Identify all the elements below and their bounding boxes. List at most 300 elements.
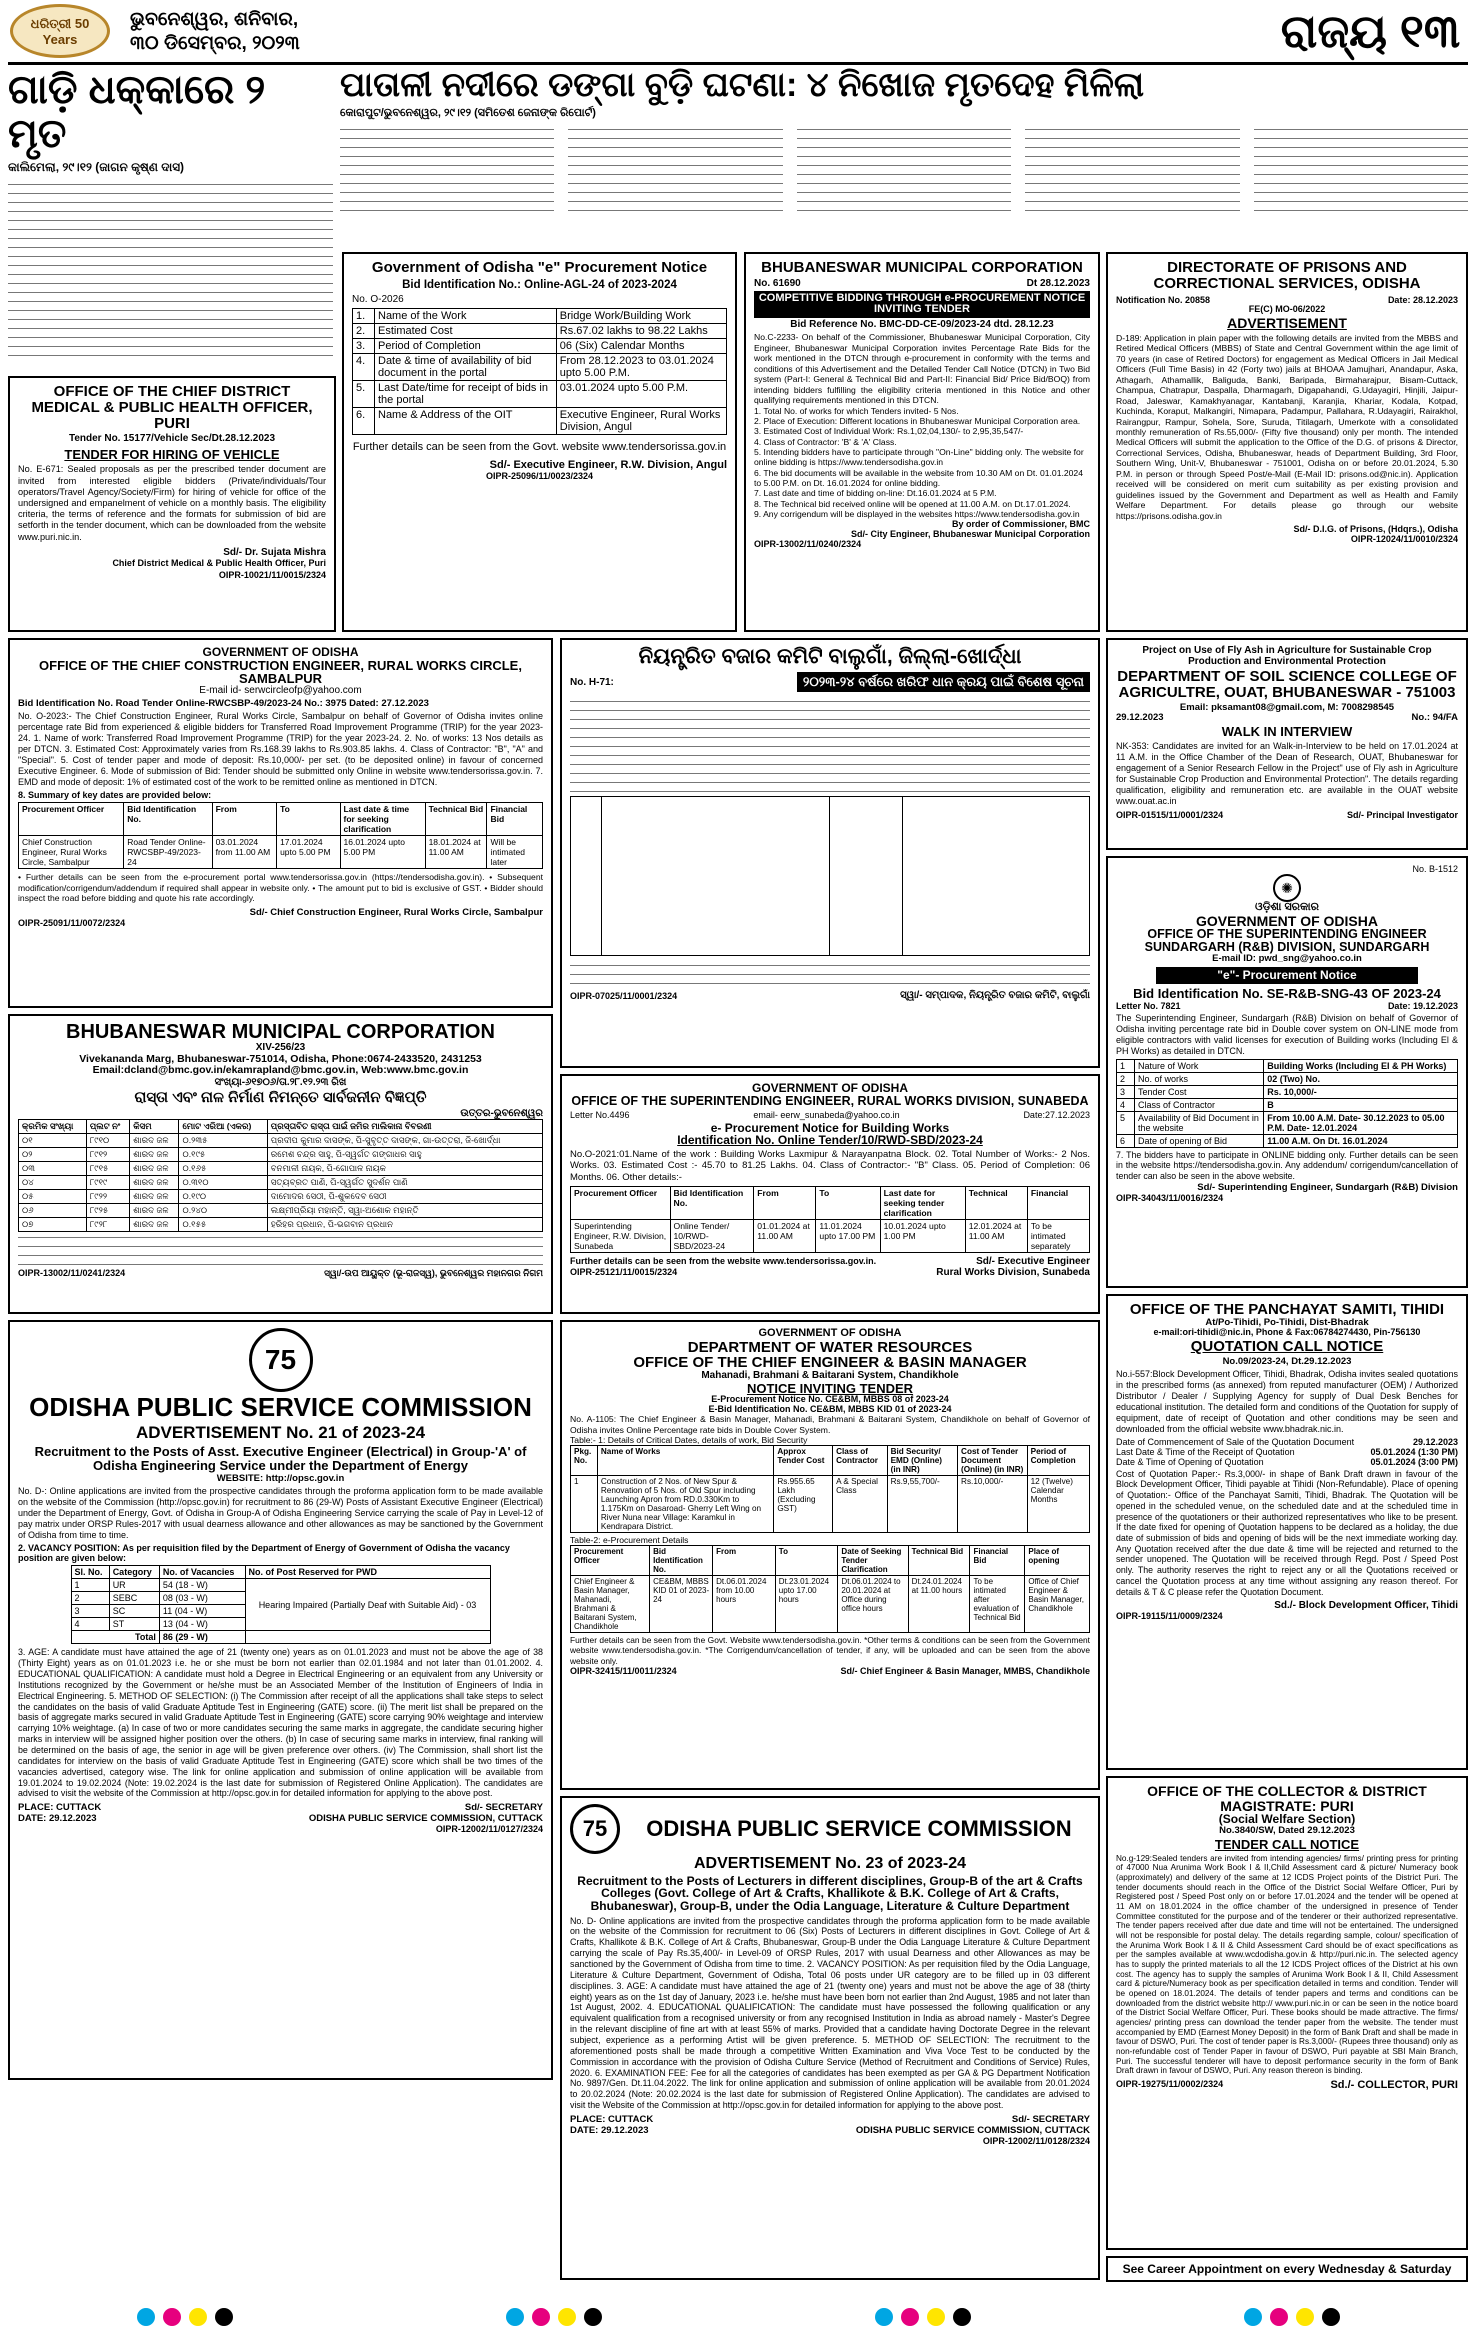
table-row — [19, 1203, 543, 1217]
ad-paddy-sign: ସ୍ୱା/- ସମ୍ପାଦକ, ନିୟନ୍ତ୍ରିତ ବଜାର କମିଟି, ବାଲୁଗାଁ — [900, 990, 1090, 1002]
side-news-headline: ଗାଡ଼ି ଧକ୍କାରେ ୨ ମୃତ — [8, 68, 266, 156]
ad-tihidi-oipr: OIPR-19115/11/0009/2324 — [1116, 1611, 1223, 1622]
yellow-swatch — [927, 2308, 945, 2326]
table-cell: Class of Contractor — [1135, 1098, 1264, 1111]
ad-rw-angul-no: No. O-2026 — [352, 293, 404, 305]
ad-collector-sign: Sd./- COLLECTOR, PURI — [1330, 2079, 1458, 2092]
table-cell: ଶାରଦ ଜଳ — [130, 1217, 179, 1231]
table-cell: 2 — [71, 1592, 109, 1605]
col-header: To — [775, 1546, 838, 1576]
ad-water-table-2 — [570, 1545, 1090, 1633]
table-cell: ST — [109, 1618, 159, 1631]
ad-collector-heading: TENDER CALL NOTICE — [1214, 1836, 1360, 1852]
table-row — [353, 323, 727, 338]
ad-sundargarh-body: The Superintending Engineer, Sundargarh (R&B) Division on behalf of Governor of Odisha inviting percentage rate bid in Double cover system on ON-LINE mode from eligible contractors with valid licenses for execution of Building works (Including El & PH Works) as detailed in DTCN. — [1116, 1012, 1458, 1056]
table-cell: 1 — [1117, 1059, 1135, 1072]
ad-rw-angul — [342, 252, 737, 632]
ad-sunabeda — [560, 1074, 1100, 1314]
table-row — [353, 380, 727, 407]
ad-collector-title: OFFICE OF THE COLLECTOR & DISTRICT MAGISTRATE: PURI — [1147, 1783, 1427, 1814]
list-item: 5. Intending bidders have to participate through "On-Line" bidding only. The website for online bidding is https://www.tendersodisha.gov.in — [754, 446, 1084, 468]
col-header: Cost of Tender Document (Online) (in INR) — [958, 1446, 1028, 1476]
ad-sunabeda-oipr: OIPR-25121/11/0015/2324 — [570, 1266, 678, 1277]
ad-opsc-21-sign-2: ODISHA PUBLIC SERVICE COMMISSION, CUTTACK — [308, 1813, 543, 1825]
ad-water-eproc: E-Procurement Notice No. CE&BM, MBBS 08 of 2023-24 — [711, 1394, 949, 1405]
table-cell: Office of Chief Engineer & Basin Manager, Chandikhole — [1025, 1576, 1090, 1633]
ad-sunabeda-title: OFFICE OF THE SUPERINTENDING ENGINEER, RURAL WORKS DIVISION, SUNABEDA — [571, 1093, 1089, 1108]
table-row — [571, 1476, 1090, 1533]
ad-tihidi-addr: At/Po-Tihidi, Po-Tihidi, Dist-Bhadrak — [1205, 1316, 1369, 1328]
ad-opsc-21-place: PLACE: CUTTACK — [18, 1802, 102, 1814]
date-value: 05.01.2024 (1:30 PM) — [1370, 1446, 1458, 1457]
ad-opsc-21-adv: ADVERTISEMENT No. 21 of 2023-24 — [135, 1423, 426, 1443]
table-cell: 10.01.2024 upto 1.00 PM — [880, 1219, 965, 1252]
ad-ouat-oipr: OIPR-01515/11/0001/2324 — [1116, 809, 1224, 820]
dateline-line-1: ଭୁବନେଶ୍ୱର, ଶନିବାର, — [130, 9, 299, 30]
ad-bmc-tender-ref: Bid Reference No. BMC-DD-CE-09/2023-24 dtd. 28.12.23 — [790, 318, 1054, 330]
yellow-swatch — [1296, 2308, 1314, 2326]
table-cell: 17.01.2024 upto 5.00 PM — [277, 836, 340, 869]
list-item: 8. The Technical bid received online will be opened at 11.00 A.M. on Dt.17.01.2024. — [754, 498, 1071, 509]
table-cell: 3. — [353, 338, 375, 353]
table-cell: Availability of Bid Document in the website — [1135, 1111, 1264, 1134]
ad-bmc-road-zone: ଉତ୍ତର-ଭୁବନେଶ୍ୱର — [460, 1107, 543, 1119]
ad-rw-angul-bid: Bid Identification No.: Online-AGL-24 of 2023-2024 — [402, 278, 677, 291]
ad-opsc-23-post: Recruitment to the Posts of Lecturers in different disciplines, Group-B of the art & Crafts Colleges (Govt. College of Art & Crafts, Khallikote & B.K. College of Art & Crafts, Bhubaneswar), Group-B, under the Odia Language, Literature & Culture Department — [577, 1873, 1083, 1913]
ad-prisons-fe: FE(C) MO-06/2022 — [1248, 303, 1326, 314]
cyan-swatch — [1244, 2308, 1262, 2326]
date-label: Date & Time of Opening of Quotation — [1116, 1456, 1264, 1467]
ad-opsc-21-sign-1: Sd/- SECRETARY — [464, 1802, 543, 1814]
ad-water-table2-title: Table-2: e-Procurement Details — [570, 1535, 689, 1546]
ad-bmc-tender-points — [754, 406, 1090, 519]
ad-water-table1-title: Table:- 1: Details of Critical Dates, details of work, Bid Security — [570, 1435, 808, 1446]
col-header: Technical Bid — [908, 1546, 970, 1576]
table-cell: ଦାମୋଦର ସେଠୀ, ପି-ଶୁକଦେବ ସେଠୀ — [267, 1189, 542, 1203]
ad-paddy-balugaon — [560, 638, 1100, 1068]
side-news — [8, 68, 333, 370]
ad-prisons-oipr: OIPR-12024/11/0010/2324 — [1350, 534, 1458, 545]
ad-cdmo-puri-title: OFFICE OF THE CHIEF DISTRICT MEDICAL & PUBLIC HEALTH OFFICER, PURI — [31, 383, 313, 432]
table-cell: Total — [71, 1631, 159, 1644]
ad-sundargarh-odia-gov: ଓଡ଼ିଶା ସରକାର — [1255, 901, 1319, 913]
ad-prisons-heading: ADVERTISEMENT — [1227, 314, 1347, 331]
cyan-swatch — [137, 2308, 155, 2326]
ad-water-addr: Mahanadi, Brahmani & Baitarani System, Chandikhole — [701, 1370, 959, 1382]
ad-sunabeda-subtitle: e- Procurement Notice for Building Works — [710, 1120, 950, 1135]
col-header: To — [277, 803, 340, 836]
ad-opsc-23-sign-2: ODISHA PUBLIC SERVICE COMMISSION, CUTTACK — [855, 2125, 1090, 2137]
table-cell: ପ୍ରଦୀପ କୁମାର ଦାସଙ୍କ, ପି-ସୁବୃତ୍ତ ଦାସଙ୍କ, ଗା-ଉତ୍ତରା, ଜି-ଖୋର୍ଦ୍ଧା — [267, 1133, 542, 1147]
ad-bmc-road-oipr: OIPR-13002/11/0241/2324 — [18, 1267, 126, 1278]
ad-bmc-tender-no: No. 61690 — [754, 277, 801, 289]
table-row — [19, 1189, 543, 1203]
ad-bmc-tender-date: Dt 28.12.2023 — [1026, 277, 1090, 289]
table-cell: ୦୧ — [19, 1133, 87, 1147]
career-strip-text: See Career Appointment on every Wednesday & Saturday — [1122, 2262, 1452, 2276]
table-cell: 08 (03 - W) — [159, 1592, 245, 1605]
logo — [10, 4, 110, 58]
table-cell: 16.01.2024 upto 5.00 PM — [340, 836, 425, 869]
ad-bmc-road-address: Vivekananda Marg, Bhubaneswar-751014, Odisha, Phone:0674-2433520, 2431253 — [79, 1052, 482, 1065]
col-header: Bid Security/ EMD (Online) (in INR) — [887, 1446, 957, 1476]
ad-paddy-title: ନିୟନ୍ତ୍ରିତ ବଜାର କମିଟି ବାଲୁଗାଁ, ଜିଲ୍ଲା-ଖୋର୍ଦ୍ଧା — [638, 645, 1022, 668]
table-row — [571, 1576, 1090, 1633]
date-label: Date of Commencement of Sale of the Quotation Document — [1116, 1436, 1355, 1447]
col-header: Approx Tender Cost — [774, 1446, 833, 1476]
table-cell: Superintending Engineer, R.W. Division, Sunabeda — [571, 1219, 671, 1252]
ad-rw-angul-title: Government of Odisha "e" Procurement Notice — [371, 259, 708, 276]
ad-sunabeda-sign-1: Sd/- Executive Engineer — [976, 1255, 1090, 1267]
list-item: 4. Class of Contractor: 'B' & 'A' Class. — [754, 436, 897, 447]
table-cell: ରମେଶ ଚନ୍ଦ୍ର ସାହୁ, ପି-ସ୍ୱର୍ଗତ ଗଙ୍ଗାଧର ସାହୁ — [267, 1147, 542, 1161]
table-row — [1117, 1072, 1458, 1085]
ad-sundargarh-email: E-mail ID: pwd_sng@yahoo.co.in — [1212, 953, 1362, 965]
ad-bmc-tender-oipr: OIPR-13002/11/0240/2324 — [754, 539, 862, 550]
print-registration-bar — [0, 2300, 1476, 2339]
table-cell: 3 — [71, 1605, 109, 1618]
table-cell: Dt.06.01.2024 to 20.01.2024 at Office during office hours — [838, 1576, 908, 1633]
col-header: Financial Bid — [970, 1546, 1025, 1576]
ad-water-oipr: OIPR-32415/11/0011/2324 — [570, 1665, 677, 1676]
col-header: ପ୍ରସ୍ତାବିତ ରାସ୍ତା ପାଇଁ ଜମିର ମାଲିକାନା ବିବରଣୀ — [267, 1119, 542, 1133]
registration-group — [133, 2308, 237, 2331]
ad-opsc-23-sign-1: Sd/- SECRETARY — [1011, 2114, 1090, 2126]
table-row — [71, 1579, 490, 1592]
ad-collector-body: No.g-129:Sealed tenders are invited from intending agencies/ firms/ printing press for printing of 47000 Nua Arunima Work Book I & II,Child Assessment card & picture/ Numeracy book (approximately) and delivery of the same at 12 ICDS Project points of the District Puri. The tender documents should reach in the Office of the District Social Welfare Officer, Puri by Registered post / Speed Post only on or before 17.01.2024 and the tender will be opened at 11 AM on 18.01.2024 in the office chamber of the undersigned in presence of Tender Committee constituted for the purpose and of the tenderer or their authorized representative. The tender papers received after due date and time will not be entertained. The undersigned will not be responsible for postal delay. The details regarding sample, colour/ specification of the Arunima Work Book I & II & Child Assessment Card should be of exact specifications as per the samples available at www.wcdodisha.gov.in & http://puri.nic.in. The selected agency has to supply the printed materials to all the 12 ICDS Project offices of the District at his own cost. The agency has to supply the samples of Arunima Work Book I & II, Child Assessment card & picture/Numeracy book as per specification detailed in terms and condition. Tender will be opened on 18.01.2024. The details of tender papers and terms and conditions can be downloaded from the district website http:// www.puri.nic.in or can be seen in the notice board of the District Social Welfare Officer, Puri. These books should be made attractive. The firms/ agencies/ printing press can download the tender paper from the website. The tender must accompanied by EMD (Earnest Money Deposit) in the form of Bank Draft and shall be made in favour of DSWO, Puri. The cost of tender paper is Rs.3,000/- (Rupees three thousand) only as non-refundable cost of Tender Paper in favour of DSWO, Puri payable at SBI Main Branch, Puri. The successful tenderer will have to deposit performance security in the form of Bank Draft drawn in favour of DSWO, Puri. Any reason thereon is binding. — [1116, 1853, 1458, 2076]
ad-water-bid: E-Bid Identification No. CE&BM, MBBS KID 01 of 2023-24 — [708, 1403, 952, 1414]
table-cell: Hearing Impaired (Partially Deaf with Suitable Aid) - 03 — [245, 1579, 490, 1631]
ad-rw-angul-table — [352, 308, 727, 435]
table-row — [19, 1175, 543, 1189]
ad-ouat-email: Email: pksamant08@gmail.com, M: 7008298545 — [1179, 701, 1395, 713]
table-row — [353, 407, 727, 434]
table-cell: ୦.୩୧୦ — [179, 1175, 267, 1189]
col-header: Financial — [1027, 1186, 1089, 1219]
ad-opsc-21-title: ODISHA PUBLIC SERVICE COMMISSION — [29, 1392, 532, 1422]
lead-news-headline: ପାତାଳୀ ନଦୀରେ ଡଙ୍ଗା ବୁଡ଼ି ଘଟଣା: ୪ ନିଖୋଜ ମୃତଦେହ ମିଳିଲା — [340, 66, 1145, 104]
table-cell: ୮୯୧୦ — [86, 1133, 129, 1147]
opsc-75-logo-icon: 75 — [570, 1804, 620, 1854]
table-cell: 4. — [353, 353, 375, 380]
ad-water-heading: NOTICE INVITING TENDER — [746, 1380, 914, 1396]
table-row — [19, 1161, 543, 1175]
table-row — [1117, 1098, 1458, 1111]
ad-water-sign: Sd/- Chief Engineer & Basin Manager, MMBS, Chandikhole — [840, 1665, 1090, 1676]
ad-ce-sambalpur — [8, 638, 553, 1008]
table-cell: 18.01.2024 at 11.00 AM — [425, 836, 487, 869]
table-cell: ୮୯୨୮ — [86, 1217, 129, 1231]
ad-water-footer: Further details can be seen from the Govt. Website www.tendersodisha.gov.in. *Other terms & conditions can be seen from the Government website www.tendersodisha.gov.in. *The Corrigendum/cancellation of tender, if any, will be uploaded and can be seen from the above website only. — [570, 1635, 1090, 1666]
table-cell: ହରିହର ପ୍ରଧାନ, ପି-ଭଗବାନ ପ୍ରଧାନ — [267, 1217, 542, 1231]
ad-bmc-road-title: BHUBANESWAR MUNICIPAL CORPORATION — [66, 1021, 495, 1043]
lead-news — [340, 66, 1468, 246]
table-row — [19, 836, 543, 869]
ad-tihidi-contact: e-mail:ori-tihidi@nic.in, Phone & Fax:06784274430, Pin-756130 — [1153, 1326, 1421, 1337]
table-cell: Nature of Work — [1135, 1059, 1264, 1072]
table-cell: ଶାରଦ ଜଳ — [130, 1161, 179, 1175]
date-label: Last Date & Time of the Receipt of Quotation — [1116, 1446, 1295, 1457]
ad-paddy-no: No. H-71: — [570, 676, 614, 688]
table-cell: ଶାରଦ ଜଳ — [130, 1189, 179, 1203]
table-cell: Rs.10,000/- — [958, 1476, 1028, 1533]
section-title: ରାଜ୍ୟ ୧୩ — [1280, 5, 1460, 57]
ad-opsc-21-rest: 3. AGE: A candidate must have attained the age of 21 (twenty one) years as on 01.01.2023 and must not be above the age of 38 (Thirty Eight) years as on 01.01.2023 i.e. he or she must be born not earlier than 02.01.1984 and not later than 01.01.2002. 4. EDUCATIONAL QUALIFICATION: A candidate must hold a Degree in Electrical Engineering or an equivalent from any University or Institutions recognized by the Government or he/she must be an Associated Member of the Institution of Engineers of India in Electrical Engineering. 5. METHOD OF SELECTION: (i) The Commission after receipt of all the applications shall take steps to select the candidates on the basis of valid Graduate Aptitude Test in Engineering (GATE) score. (ii) The merit list shall be prepared on the basis of aggregate marks secured in valid Graduate Aptitude Test in Engineering (GATE) score carrying 90% weightage and interview carrying 10% weightage. (a) In case of two or more candidates securing the same marks in aggregate, the candidate securing higher marks in interview will be assigned higher position over the others. (b) In case of securing same marks in interview, final ranking will be determined on the basis of age, the senior in age will be given preference over others. (iv) The Commission, shall short list the candidates for interview on the basis of valid Graduate Aptitude Test in Engineering (GATE) score which shall be two times of the vacancies advertised, category wise. The link for online application and submission of online application will be available from 19.01.2024 to 19.02.2024 (Note: 19.02.2024 is the last date for submission of Registered Online Application). The candidates are advised to visit the website of the Commission at http://opsc.gov.in for detailed information for applying to the above post. — [18, 1647, 543, 1799]
table-cell: ଶାରଦ ଜଳ — [130, 1133, 179, 1147]
table-cell: 11 (04 - W) — [159, 1605, 245, 1618]
ad-ce-sambalpur-email: E-mail id- serwcircleofp@yahoo.com — [199, 684, 362, 696]
ad-tihidi-sign: Sd./- Block Development Officer, Tihidi — [1274, 1600, 1458, 1612]
ad-cdmo-puri-ref: Tender No. 15177/Vehicle Sec/Dt.28.12.2023 — [68, 433, 276, 445]
col-header: Last date & time for seeking clarification — [340, 803, 425, 836]
ad-bmc-tender-subtitle: COMPETITIVE BIDDING THROUGH e-PROCUREMENT NOTICE INVITING TENDER — [754, 291, 1090, 318]
ad-opsc-21-oipr: OIPR-12002/11/0127/2324 — [435, 1824, 543, 1835]
table-cell: Online Tender/ 10/RWD-SBD/2023-24 — [670, 1219, 754, 1252]
col-header: Bid Identification No. — [124, 803, 212, 836]
ad-sunabeda-footer: Further details can be seen from the website www.tendersorissa.gov.in. — [570, 1255, 877, 1266]
col-header: Procurement Officer — [571, 1546, 650, 1576]
ad-cdmo-puri — [8, 376, 336, 632]
emblem-icon: ✺ — [1273, 874, 1301, 902]
table-cell: ୦.୧୯୫ — [179, 1147, 267, 1161]
ad-prisons-sign: Sd/- D.I.G. of Prisons, (Hdqrs.), Odisha — [1293, 524, 1458, 535]
table-cell: 1 — [71, 1579, 109, 1592]
registration-group — [1240, 2308, 1344, 2331]
table-cell: Building Works (Including EI & PH Works) — [1264, 1059, 1458, 1072]
table-cell: ୦.୧୫୫ — [179, 1217, 267, 1231]
table-cell: SC — [109, 1605, 159, 1618]
opsc-75-logo-icon: 75 — [249, 1328, 313, 1392]
ad-opsc-21-website: WEBSITE: http://opsc.gov.in — [216, 1473, 345, 1485]
table-row — [19, 1217, 543, 1231]
table-row — [19, 1119, 543, 1133]
col-header: Bid Identification No. — [670, 1186, 754, 1219]
ad-opsc-23-adv: ADVERTISEMENT No. 23 of 2023-24 — [693, 1855, 967, 1872]
black-swatch — [1322, 2308, 1340, 2326]
table-cell: 13 (04 - W) — [159, 1618, 245, 1631]
ad-cdmo-puri-sign-1: Sd/- Dr. Sujata Mishra — [223, 546, 326, 558]
list-item — [1116, 1447, 1458, 1457]
col-header: Place of opening — [1025, 1546, 1090, 1576]
ad-paddy-oipr: OIPR-07025/11/0001/2324 — [570, 991, 678, 1002]
masthead — [0, 0, 1476, 62]
lead-news-dateline: କୋରାପୁଟ/ଭୁବନେଶ୍ୱର, ୨୯।୧୨ (ସମିତେଶ ଜେନାଙ୍କ ରିପୋର୍ଟ) — [340, 107, 596, 120]
table-cell: A & Special Class — [833, 1476, 888, 1533]
table-row — [353, 338, 727, 353]
table-row — [19, 1147, 543, 1161]
ad-collector-puri — [1106, 1776, 1468, 2250]
ad-prisons-date: Date: 28.12.2023 — [1387, 294, 1458, 305]
col-header: ମୋଟ ଏରିଆ (ଏକର) — [179, 1119, 267, 1133]
table-cell: To be intimated separately — [1027, 1219, 1089, 1252]
ad-rw-angul-footer: Further details can be seen from the Govt. website www.tendersorissa.gov.in — [352, 440, 727, 453]
magenta-swatch — [901, 2308, 919, 2326]
ad-tihidi-no: No.09/2023-24, Dt.29.12.2023 — [1222, 1355, 1352, 1367]
col-header: Class of Contractor — [833, 1446, 888, 1476]
ad-ce-sambalpur-body: No. O-2023:- The Chief Construction Engineer, Rural Works Circle, Sambalpur on behalf of Governor of Odisha invites online percentage rate Bid from experienced & eligible bidders for Transferred Road Improvement Programme (TRIP) for the year 2023-24. 1. Name of work: Transferred Road Improvement Programme (TRIP) for the year 2023-24. 2. No. of works: 13 Nos details as per DTCN. 3. Estimated Cost: Approximately varies from Rs.168.39 lakhs to Rs.903.85 lakhs. 4. Class of Contractor: "B", "A" and "Special". 5. Cost of tender paper and mode of deposit: Rs.10,000/- per set. (to be deposited online) in favour of concerned Executive Engineer. 6. Mode of submission of Bid: Tender should be submitted only Online in website www.tendersorissa.gov.in. 7. EMD and mode of deposit: 1% of estimated cost of the work to be remitted online as mentioned in DTCN. — [18, 711, 543, 788]
table-cell: B — [1264, 1098, 1458, 1111]
table-cell: 4 — [71, 1618, 109, 1631]
magenta-swatch — [532, 2308, 550, 2326]
col-header: କ୍ରମିକ ସଂଖ୍ୟା — [19, 1119, 87, 1133]
table-cell: Rs. 10,000/- — [1264, 1085, 1458, 1098]
ad-sundargarh-bid: Bid Identification No. SE-R&B-SNG-43 OF 2023-24 — [1133, 986, 1441, 1002]
table-cell: ୦୭ — [19, 1217, 87, 1231]
ad-sundargarh-oipr: OIPR-34043/11/0016/2324 — [1116, 1192, 1224, 1203]
ad-tihidi-title: OFFICE OF THE PANCHAYAT SAMITI, TIHIDI — [1129, 1301, 1445, 1318]
table-cell: Last Date/time for receipt of bids in the portal — [375, 380, 557, 407]
table-cell: 6 — [1117, 1134, 1135, 1147]
ad-water-dept: DEPARTMENT OF WATER RESOURCES — [687, 1338, 973, 1356]
table-cell: Dt.23.01.2024 upto 17.00 hours — [775, 1576, 838, 1633]
table-cell: Road Tender Online-RWCSBP-49/2023-24 — [124, 836, 212, 869]
table-cell: 06 (Six) Calendar Months — [556, 338, 726, 353]
ad-opsc-23-place: PLACE: CUTTACK — [570, 2114, 654, 2126]
table-cell: ୦୬ — [19, 1203, 87, 1217]
ad-bmc-tender-body: No.C-2233- On behalf of the Commissioner, Bhubaneswar Municipal Corporation, City Engineer, Bhubaneswar Municipal Corporation invites Percentage Rate Bids for the work mentioned in the DTCN through e-procurement in conformity with the terms and conditions of this Advertisement and the Detailed Tender Call Notice (DTCN) in Two Bid system (Part-I: General & Technical Bid and Part-II: Financial Bid/ Price Bid/BOQ) from intending bidders fulfilling the eligibility criteria mentioned in this Notice and other qualifying requirements mentioned in this DTCN. — [754, 332, 1090, 406]
table-cell: Will be intimated later — [487, 836, 543, 869]
ad-prisons-notification: Notification No. 20858 — [1116, 294, 1211, 305]
ad-ouat-no: No.: 94/FA — [1411, 712, 1458, 724]
col-header: Last date for seeking tender clarification — [880, 1186, 965, 1219]
ad-opsc-21-vacancy: 2. VACANCY POSITION: As per requisition filed by the Department of Energy of Government of Odisha the vacancy position are given below: — [18, 1543, 510, 1564]
ad-opsc-21-vacancy-table — [71, 1565, 491, 1644]
ad-water-title: OFFICE OF THE CHIEF ENGINEER & BASIN MANAGER — [633, 1354, 1027, 1372]
table-cell: Chief Construction Engineer, Rural Works Circle, Sambalpur — [19, 836, 124, 869]
table-row — [571, 1219, 1090, 1252]
col-header: To — [816, 1186, 880, 1219]
table-cell: ୮୯୧୨ — [86, 1147, 129, 1161]
table-row — [1117, 1134, 1458, 1147]
side-news-dateline: କାଲିମେଲା, ୨୯।୧୨ (ଜାଗନ କୃଷ୍ଣ ଦାସ) — [8, 160, 185, 174]
table-cell: Construction of 2 Nos. of New Spur & Renovation of 5 Nos. of Old Spur including Launching Apron from RD.0.330Km to 1.175Km on Dasaroad- Gherry Left Wing on River Nuna near Village: Karamkul in Kendrapara District. — [597, 1476, 773, 1533]
table-cell: No. of works — [1135, 1072, 1264, 1085]
table-row — [71, 1631, 490, 1644]
list-item: 9. Any corrigendum will be displayed in the websites https://www.tendersodisha.gov.in — [754, 508, 1080, 519]
ad-rw-angul-oipr: OIPR-25096/11/0023/2324 — [485, 470, 594, 481]
col-header: From — [212, 803, 277, 836]
col-header: From — [754, 1186, 816, 1219]
table-cell: CE&BM, MBBS KID 01 of 2023-24 — [650, 1576, 713, 1633]
ad-ouat-sign: Sd/- Principal Investigator — [1346, 809, 1458, 820]
ad-sundargarh-sign: Sd/- Superintending Engineer, Sundargarh (R&B) Division — [1197, 1181, 1458, 1193]
ad-collector-oipr: OIPR-19275/11/0002/2324 — [1116, 2079, 1224, 2090]
table-cell: Estimated Cost — [375, 323, 557, 338]
ad-paddy-subtitle: ୨୦୨୩-୨୪ ବର୍ଷରେ ଖରିଫ ଧାନ କ୍ରୟ ପାଇଁ ବିଶେଷ ସୂଚନା — [797, 672, 1090, 692]
table-cell: ୮୯୨୨ — [86, 1189, 129, 1203]
ad-sunabeda-body: No.O-2021:01.Name of the work : Building Works Laxmipur & Narayanpatna Block. 02. Total Number of Works:- 2 Nos. Works. 03. Estimated Cost :- 45.70 to 81.25 Lakhs. 04. Class of Contractor:- "B" Class. 05. Period of Completion: 06 Months. 06. Other details:- — [570, 1148, 1090, 1184]
ad-bmc-tender-sign: Sd/- City Engineer, Bhubaneswar Municipal Corporation — [850, 529, 1090, 540]
career-strip — [1106, 2256, 1468, 2282]
ad-bmc-road-sign: ସ୍ୱା/-ଉପ ଆୟୁକ୍ତ (ଭୂ-ରାଜସ୍ୱ), ଭୁବନେଶ୍ୱର ମହାନଗର ନିଗମ — [324, 1267, 543, 1278]
table-cell: ଲକ୍ଷ୍ମୀପ୍ରିୟା ମହାନ୍ତି, ସ୍ୱା-ଅଶୋକ ମହାନ୍ତି — [267, 1203, 542, 1217]
ad-sunabeda-bid: Identification No. Online Tender/10/RWD-SBD/2023-24 — [677, 1133, 983, 1148]
ad-tihidi-dates — [1116, 1437, 1458, 1467]
table-cell: ୮୯୨୫ — [86, 1203, 129, 1217]
ad-sundargarh-letter: Letter No. 7821 — [1116, 1000, 1181, 1011]
ad-rw-angul-sign: Sd/- Executive Engineer, R.W. Division, Angul — [489, 458, 727, 471]
table-row — [1117, 1111, 1458, 1134]
table-cell: Bridge Work/Building Work — [556, 308, 726, 323]
ad-ce-sambalpur-summary: 8. Summary of key dates are provided below: — [18, 790, 212, 801]
col-header: Procurement Officer — [19, 803, 124, 836]
masthead-rule — [8, 62, 1468, 65]
ad-opsc-23-date: DATE: 29.12.2023 — [570, 2125, 649, 2137]
ad-bmc-tender-title: BHUBANESWAR MUNICIPAL CORPORATION — [761, 259, 1083, 276]
table-cell: ଶାରଦ ଜଳ — [130, 1203, 179, 1217]
table-cell: 01.01.2024 at 11.00 AM — [754, 1219, 816, 1252]
ad-bmc-road-letter: ସଂଖ୍ୟା-୬୧୭୦୬/ତା.୨୮.୧୨.୨୩ ରିଖ — [214, 1076, 347, 1088]
table-cell: ୦.୧୬୫ — [179, 1161, 267, 1175]
table-cell: 03.01.2024 from 11.00 AM — [212, 836, 277, 869]
ad-bmc-tender-order: By order of Commissioner, BMC — [951, 519, 1090, 530]
table-cell: Rs.9,55,700/- — [887, 1476, 957, 1533]
ad-ce-sambalpur-sign: Sd/- Chief Construction Engineer, Rural Works Circle, Sambalpur — [249, 906, 543, 918]
col-header: No. of Post Reserved for PWD — [245, 1566, 490, 1579]
table-row — [1117, 1085, 1458, 1098]
ad-cdmo-puri-oipr: OIPR-10021/11/0015/2324 — [218, 569, 326, 580]
ad-bmc-road-ref: XIV-256/23 — [255, 1042, 306, 1053]
table-cell: SEBC — [109, 1592, 159, 1605]
table-cell: ୦୪ — [19, 1175, 87, 1189]
list-item: 3. Estimated Cost of Individual Work: Rs.1,02,04,130/- to 2,95,35,547/- — [754, 426, 1024, 437]
ad-ouat-date: 29.12.2023 — [1116, 712, 1164, 724]
ad-water-body: No. A-1105: The Chief Engineer & Basin Manager, Mahanadi, Brahmani & Baitarani System, Chandikhole on behalf of Governor of Odisha invites Online Percentage rate bids in Double Cover System. — [570, 1414, 1090, 1435]
ad-ouat-title: DEPARTMENT OF SOIL SCIENCE COLLEGE OF AGRICULTRE, OUAT, BHUBANESWAR - 751003 — [1117, 668, 1457, 701]
table-cell: 2 — [1117, 1072, 1135, 1085]
ad-opsc-21 — [8, 1320, 553, 2080]
ad-ouat-body: NK-353: Candidates are invited for an Walk-in-Interview to be held on 17.01.2024 at 11 A.M. in the Office Chamber of the Dean of Research, OUAT, Bhubaneswar for engagement of a Senior Research Fellow in the Project" use of Fly ash in Agriculture for Sustainable Crop Production and Environmental Protection". The details regarding qualification, eligibility and remuneration etc. are available in the OUAT website www.ouat.ac.in — [1116, 741, 1458, 806]
date-value: 29.12.2023 — [1412, 1436, 1458, 1447]
table-cell: Date & time of availability of bid document in the portal — [375, 353, 557, 380]
col-header: Name of Works — [597, 1446, 773, 1476]
ad-bmc-road-subtitle: ରାସ୍ତା ଏବଂ ନାଳ ନିର୍ମାଣ ନିମନ୍ତେ ସାର୍ବଜନୀନ ବିଜ୍ଞପ୍ତି — [134, 1089, 427, 1107]
ad-bmc-tender — [744, 252, 1100, 632]
ad-bmc-road-table — [18, 1119, 543, 1232]
table-cell: 3 — [1117, 1085, 1135, 1098]
table-cell: 1 — [571, 1476, 598, 1533]
ad-sundargarh-gov: GOVERNMENT OF ODISHA — [1195, 912, 1378, 929]
ad-sunabeda-gov: GOVERNMENT OF ODISHA — [751, 1081, 908, 1095]
table-row — [353, 353, 727, 380]
ad-opsc-23 — [560, 1796, 1100, 2280]
table-cell: ସତ୍ୟବ୍ରତ ପାଣି, ପି-ସ୍ୱର୍ଗତ ସୁଦର୍ଶନ ପାଣି — [267, 1175, 542, 1189]
ad-opsc-23-body: No. D- Online applications are invited from the prospective candidates through the proforma application form to be made available on the website of the Commission for recruitment to 06 (Six) Posts of Lecturers in different disciplines in Govt. College of Art & Crafts, Khallikote & B.K. College of Art & Crafts, Bhubaneswar, Group-B under the Odia Language Literature & Culture Department carrying the scale of Pay Rs.35,400/- in Level-09 of ORSP Rules, 2017 with usual Dearness and other Allowances as may be sanctioned by the Government of Odisha from time to time. 2. VACANCY POSITION: As per requisition filed by the Odia Language, Literature & Culture Department, Government of Odisha, Total 06 posts under UR category are to be filled up in 03 different disciplines. 3. AGE: A candidate must have attained the age of 21 (twenty one) years and must not be above the age of 38 (thirty eight) years as on the 1st day of January, 2023 i.e. he/she must have been born not earlier than 2nd August, 1985 and not later than 1st August, 2002. 4. EDUCATIONAL QUALIFICATION: The candidate must have possessed the following qualification or any equivalent qualification from a recognised university or from any recognised Institution in India as abroad namely - Master's Degree in the relevant discipline of fine art with at least 55% of marks. Provided that a candidate having Doctorate Degree in the relevant subject, experience as a performing Artist will be given preference. 5. METHOD OF SELECTION: The recruitment to the aforementioned posts shall be made through a competitive Written Examination and Viva Voce Test to be conducted by the Commission in accordance with the provision of Odisha Culture Service (Method of Recruitment and Conditions of Service) Rules, 2020. 6. EXAMINATION FEE: Fee for all the categories of candidates has been exempted as per GA & PG Department Notification No. 9897/Gen. Dt.11.04.2022. The link for online application and submission of online application will be available from 20.01.2024 to 20.02.2024 (Note: 20.02.2024 is the last date for submission of Registered Online Application). The candidates are advised to visit the Website of the Commission at http://opsc.gov.in for detailed information for applying to the above post. — [570, 1915, 1090, 2111]
table-cell: Rs.955.65 Lakh (Excluding GST) — [774, 1476, 833, 1533]
table-cell: 5 — [1117, 1111, 1135, 1134]
table-cell: 02 (Two) No. — [1264, 1072, 1458, 1085]
ad-ce-sambalpur-table — [18, 802, 543, 869]
ad-bmc-road-email: Email:dcland@bmc.gov.in/ekamrapland@bmc.gov.in, Web:www.bmc.gov.in — [92, 1063, 469, 1076]
ad-ce-sambalpur-oipr: OIPR-25091/11/0072/2324 — [18, 917, 126, 928]
registration-group — [871, 2308, 975, 2331]
col-header: Technical Bid — [425, 803, 487, 836]
table-cell: 5. — [353, 380, 375, 407]
magenta-swatch — [163, 2308, 181, 2326]
table-cell: ୦୩ — [19, 1161, 87, 1175]
table-cell: ଶାରଦ ଜଳ — [130, 1147, 179, 1161]
table-cell: Executive Engineer, Rural Works Division, Angul — [556, 407, 726, 434]
col-header: Financial Bid — [487, 803, 543, 836]
table-cell: 11.01.2024 upto 17.00 PM — [816, 1219, 880, 1252]
ad-water-resources — [560, 1320, 1100, 1790]
cyan-swatch — [875, 2308, 893, 2326]
registration-group — [502, 2308, 606, 2331]
table-cell: Rs.67.02 lakhs to 98.22 Lakhs — [556, 323, 726, 338]
table-cell: Tender Cost — [1135, 1085, 1264, 1098]
col-header: Category — [109, 1566, 159, 1579]
ad-water-gov: GOVERNMENT OF ODISHA — [758, 1327, 902, 1339]
